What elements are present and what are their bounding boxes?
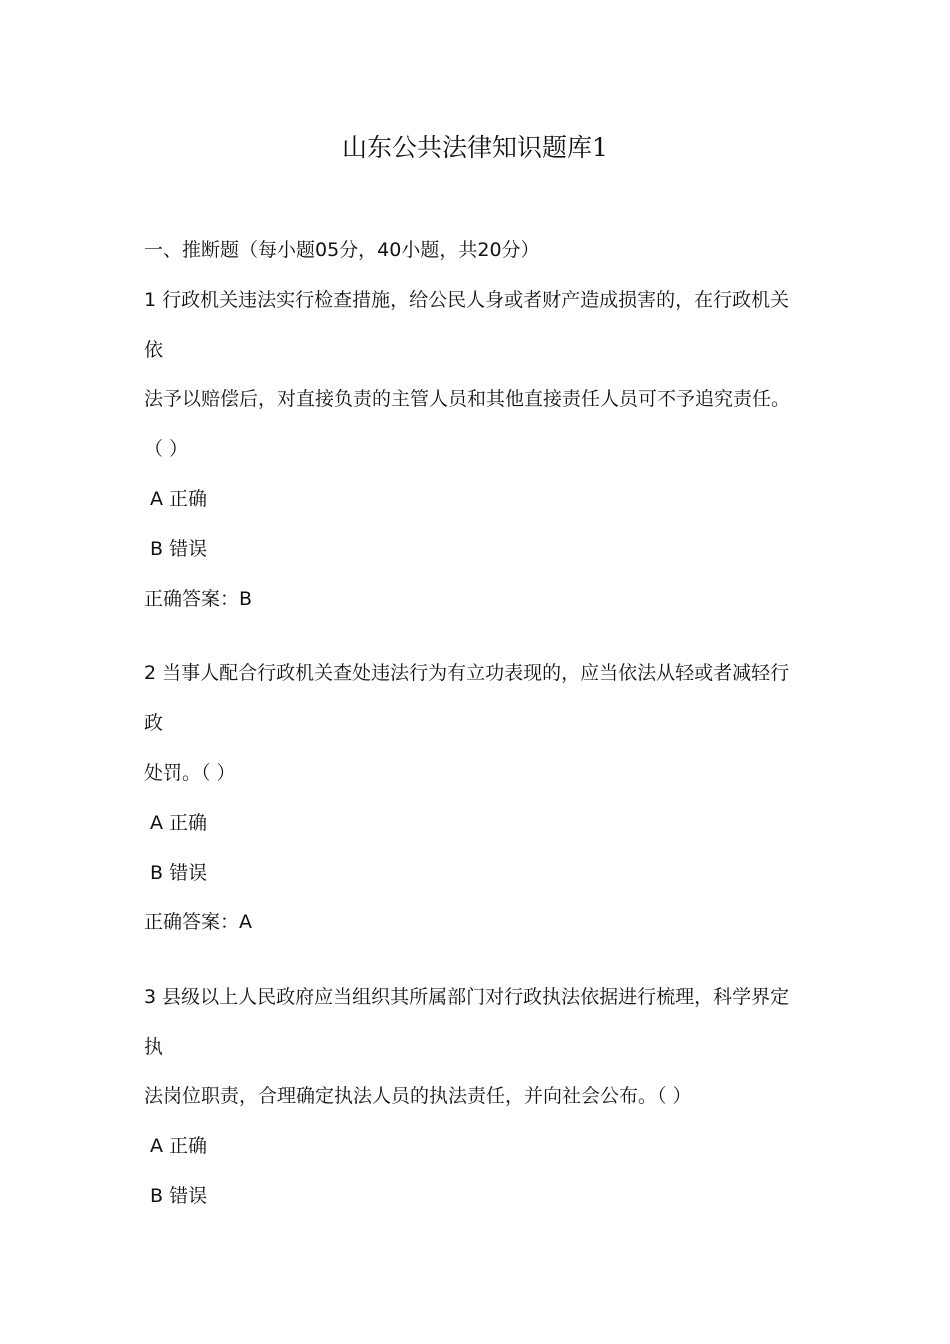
question-2-line-1: 2 当事人配合行政机关查处违法行为有立功表现的，应当依法从轻或者减轻行	[144, 662, 790, 684]
document-title: 山东公共法律知识题库1	[342, 133, 608, 162]
question-2-option-b: B 错误	[150, 862, 208, 884]
question-1-line-3: 法予以赔偿后，对直接负责的主管人员和其他直接责任人员可不予追究责任。	[144, 388, 791, 410]
question-1-option-a: A 正确	[150, 488, 208, 510]
question-2-option-a: A 正确	[150, 812, 208, 834]
question-1-option-b: B 错误	[150, 538, 208, 560]
question-1-answer: 正确答案：B	[144, 588, 253, 610]
question-3-line-1: 3 县级以上人民政府应当组织其所属部门对行政执法依据进行梳理，科学界定	[144, 986, 790, 1008]
question-3-line-3: 法岗位职责，合理确定执法人员的执法责任，并向社会公布。（ ）	[144, 1085, 692, 1107]
question-1-line-4: （ ）	[144, 438, 189, 460]
question-1-line-2: 依	[144, 339, 164, 361]
question-1-line-1: 1 行政机关违法实行检查措施，给公民人身或者财产造成损害的，在行政机关	[144, 289, 790, 311]
question-3-option-b: B 错误	[150, 1185, 208, 1207]
question-2-line-2: 政	[144, 712, 164, 734]
question-2-answer: 正确答案：A	[144, 911, 252, 933]
question-3-option-a: A 正确	[150, 1135, 208, 1157]
question-3-line-2: 执	[144, 1036, 164, 1058]
section-heading: 一、推断题（每小题05分，40小题，共20分）	[144, 239, 540, 261]
question-2-line-3: 处罚。（ ）	[144, 762, 236, 784]
